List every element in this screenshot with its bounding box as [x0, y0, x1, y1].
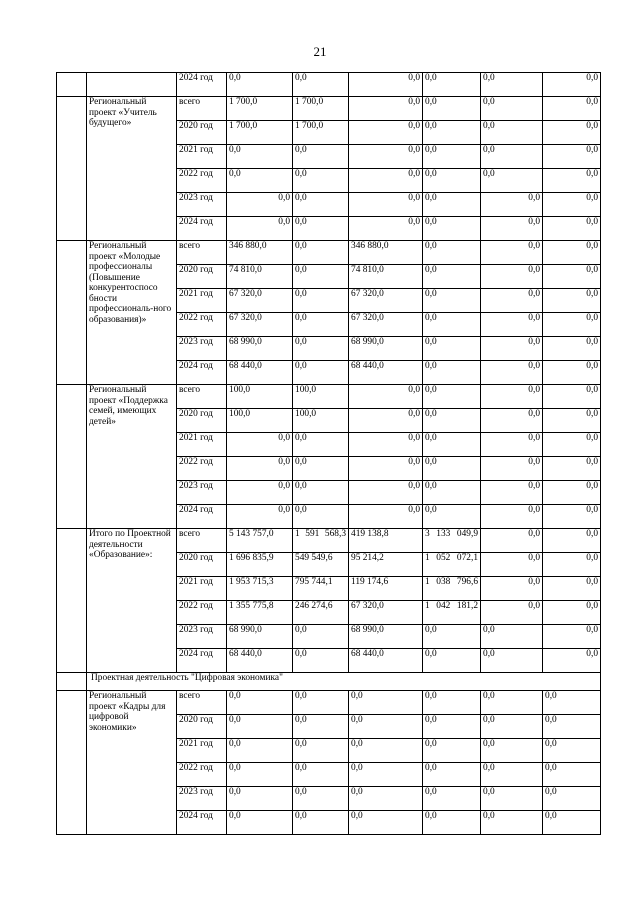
value-cell: 0,0 [543, 169, 601, 193]
value-cell: 0,0 [293, 289, 349, 313]
row-index-cell [57, 97, 87, 241]
value-cell: 0,0 [349, 409, 423, 433]
value-cell: 1 052 072,1 [423, 553, 481, 577]
value-cell: 0,0 [423, 433, 481, 457]
value-cell: 0,0 [423, 787, 481, 811]
value-cell: 0,0 [227, 169, 293, 193]
year-cell: 2023 год [177, 787, 227, 811]
year-cell: всего [177, 241, 227, 265]
value-cell: 0,0 [423, 169, 481, 193]
value-cell: 0,0 [423, 505, 481, 529]
value-cell: 0,0 [543, 121, 601, 145]
value-cell: 0,0 [423, 625, 481, 649]
value-cell: 0,0 [543, 739, 601, 763]
value-cell: 67 320,0 [227, 313, 293, 337]
value-cell: 0,0 [543, 811, 601, 835]
row-index-cell [57, 691, 87, 835]
value-cell: 68 440,0 [349, 649, 423, 673]
value-cell: 0,0 [423, 145, 481, 169]
year-cell: всего [177, 529, 227, 553]
project-name-cell: Региональный проект «Кадры для цифровой экономики» [87, 691, 177, 835]
value-cell: 0,0 [349, 481, 423, 505]
value-cell: 0,0 [227, 787, 293, 811]
value-cell: 346 880,0 [349, 241, 423, 265]
value-cell: 0,0 [423, 337, 481, 361]
value-cell: 0,0 [481, 649, 543, 673]
value-cell: 1 355 775,8 [227, 601, 293, 625]
value-cell: 0,0 [543, 337, 601, 361]
project-name-cell: Итого по Проектной деятельности «Образование»: [87, 529, 177, 673]
value-cell: 1 591 568,3 [293, 529, 349, 553]
year-cell: 2023 год [177, 337, 227, 361]
value-cell: 0,0 [349, 193, 423, 217]
value-cell: 100,0 [293, 409, 349, 433]
value-cell: 0,0 [481, 385, 543, 409]
table-body [57, 73, 601, 835]
value-cell: 0,0 [293, 811, 349, 835]
value-cell: 67 320,0 [227, 289, 293, 313]
value-cell: 0,0 [481, 337, 543, 361]
value-cell: 0,0 [349, 505, 423, 529]
year-cell: 2024 год [177, 217, 227, 241]
value-cell: 0,0 [227, 691, 293, 715]
value-cell: 0,0 [481, 121, 543, 145]
year-cell: 2021 год [177, 289, 227, 313]
value-cell: 419 138,8 [349, 529, 423, 553]
value-cell: 0,0 [293, 169, 349, 193]
value-cell: 0,0 [349, 169, 423, 193]
table-row [57, 529, 601, 553]
year-cell: всего [177, 691, 227, 715]
value-cell: 0,0 [227, 505, 293, 529]
value-cell: 0,0 [293, 361, 349, 385]
value-cell: 0,0 [481, 691, 543, 715]
table-row [57, 691, 601, 715]
value-cell: 0,0 [293, 457, 349, 481]
value-cell: 0,0 [481, 409, 543, 433]
value-cell: 0,0 [543, 241, 601, 265]
value-cell: 0,0 [349, 433, 423, 457]
year-cell: 2020 год [177, 265, 227, 289]
project-name-cell: Региональный проект «Поддержка семей, имеющих детей» [87, 385, 177, 529]
value-cell: 0,0 [227, 457, 293, 481]
value-cell: 0,0 [227, 193, 293, 217]
value-cell: 74 810,0 [227, 265, 293, 289]
value-cell: 68 990,0 [349, 337, 423, 361]
value-cell: 0,0 [543, 787, 601, 811]
section-title-row [57, 673, 601, 691]
value-cell: 0,0 [293, 145, 349, 169]
value-cell: 0,0 [293, 691, 349, 715]
value-cell: 0,0 [293, 787, 349, 811]
value-cell: 0,0 [349, 811, 423, 835]
value-cell: 0,0 [349, 787, 423, 811]
value-cell: 0,0 [543, 289, 601, 313]
value-cell: 1 700,0 [293, 97, 349, 121]
value-cell: 0,0 [481, 433, 543, 457]
value-cell: 68 990,0 [227, 337, 293, 361]
table-row [57, 385, 601, 409]
value-cell: 0,0 [481, 505, 543, 529]
value-cell: 0,0 [543, 217, 601, 241]
value-cell: 100,0 [293, 385, 349, 409]
value-cell: 0,0 [543, 409, 601, 433]
value-cell: 68 990,0 [227, 625, 293, 649]
value-cell: 0,0 [481, 169, 543, 193]
value-cell: 0,0 [349, 121, 423, 145]
value-cell: 0,0 [481, 361, 543, 385]
value-cell: 0,0 [423, 739, 481, 763]
project-name-cell: Региональный проект «Учитель будущего» [87, 97, 177, 241]
year-cell: 2020 год [177, 553, 227, 577]
value-cell: 0,0 [481, 787, 543, 811]
project-name-cell [87, 73, 177, 97]
project-name-cell: Региональный проект «Молодые профессионалы (Повышение конкурентоспосо бности профессиональ-ного образования)» [87, 241, 177, 385]
value-cell: 0,0 [543, 361, 601, 385]
value-cell: 0,0 [543, 73, 601, 97]
value-cell: 0,0 [481, 289, 543, 313]
year-cell: всего [177, 97, 227, 121]
value-cell: 67 320,0 [349, 313, 423, 337]
value-cell: 0,0 [481, 529, 543, 553]
value-cell: 0,0 [227, 715, 293, 739]
value-cell: 0,0 [349, 715, 423, 739]
value-cell: 0,0 [293, 739, 349, 763]
value-cell: 0,0 [293, 505, 349, 529]
row-index-cell [57, 241, 87, 385]
table-row [57, 73, 601, 97]
value-cell: 346 880,0 [227, 241, 293, 265]
value-cell: 0,0 [293, 433, 349, 457]
page-number: 21 [313, 44, 327, 59]
year-cell: 2022 год [177, 763, 227, 787]
value-cell: 0,0 [423, 691, 481, 715]
year-cell: 2023 год [177, 481, 227, 505]
value-cell: 0,0 [543, 385, 601, 409]
value-cell: 0,0 [543, 625, 601, 649]
value-cell: 5 143 757,0 [227, 529, 293, 553]
row-index-cell [57, 673, 87, 691]
value-cell: 0,0 [481, 313, 543, 337]
value-cell: 0,0 [293, 313, 349, 337]
value-cell: 1 038 796,6 [423, 577, 481, 601]
value-cell: 0,0 [423, 289, 481, 313]
value-cell: 0,0 [227, 481, 293, 505]
value-cell: 0,0 [481, 145, 543, 169]
value-cell: 0,0 [423, 649, 481, 673]
value-cell: 0,0 [543, 145, 601, 169]
value-cell: 67 320,0 [349, 289, 423, 313]
value-cell: 0,0 [349, 691, 423, 715]
value-cell: 0,0 [543, 715, 601, 739]
value-cell: 1 953 715,3 [227, 577, 293, 601]
row-index-cell [57, 73, 87, 97]
value-cell: 0,0 [423, 763, 481, 787]
value-cell: 68 990,0 [349, 625, 423, 649]
value-cell: 0,0 [543, 763, 601, 787]
value-cell: 795 744,1 [293, 577, 349, 601]
year-cell: 2021 год [177, 433, 227, 457]
value-cell: 0,0 [293, 265, 349, 289]
year-cell: 2020 год [177, 715, 227, 739]
value-cell: 0,0 [543, 601, 601, 625]
value-cell: 0,0 [227, 217, 293, 241]
value-cell: 0,0 [481, 97, 543, 121]
year-cell: 2022 год [177, 169, 227, 193]
year-cell: 2021 год [177, 577, 227, 601]
budget-table [56, 72, 601, 835]
value-cell: 0,0 [543, 529, 601, 553]
value-cell: 0,0 [293, 715, 349, 739]
value-cell: 0,0 [543, 649, 601, 673]
value-cell: 0,0 [423, 715, 481, 739]
row-index-cell [57, 529, 87, 673]
value-cell: 0,0 [349, 457, 423, 481]
value-cell: 0,0 [543, 505, 601, 529]
value-cell: 0,0 [349, 73, 423, 97]
value-cell: 0,0 [349, 763, 423, 787]
table-row [57, 97, 601, 121]
value-cell: 0,0 [543, 481, 601, 505]
value-cell: 0,0 [423, 121, 481, 145]
value-cell: 0,0 [227, 145, 293, 169]
value-cell: 1 696 835,9 [227, 553, 293, 577]
year-cell: 2024 год [177, 505, 227, 529]
value-cell: 0,0 [481, 193, 543, 217]
value-cell: 0,0 [481, 241, 543, 265]
value-cell: 549 549,6 [293, 553, 349, 577]
year-cell: 2024 год [177, 811, 227, 835]
value-cell: 0,0 [423, 193, 481, 217]
year-cell: 2024 год [177, 73, 227, 97]
value-cell: 0,0 [481, 715, 543, 739]
value-cell: 0,0 [227, 811, 293, 835]
value-cell: 0,0 [543, 313, 601, 337]
value-cell: 0,0 [481, 601, 543, 625]
value-cell: 0,0 [481, 811, 543, 835]
value-cell: 0,0 [293, 241, 349, 265]
value-cell: 68 440,0 [349, 361, 423, 385]
value-cell: 0,0 [481, 73, 543, 97]
value-cell: 100,0 [227, 409, 293, 433]
value-cell: 0,0 [481, 481, 543, 505]
value-cell: 1 700,0 [227, 121, 293, 145]
value-cell: 0,0 [293, 217, 349, 241]
section-title: Проектная деятельность "Цифровая экономика" [87, 673, 601, 691]
value-cell: 0,0 [293, 625, 349, 649]
value-cell: 0,0 [543, 433, 601, 457]
value-cell: 0,0 [293, 73, 349, 97]
value-cell: 0,0 [423, 313, 481, 337]
value-cell: 0,0 [481, 457, 543, 481]
value-cell: 0,0 [293, 763, 349, 787]
value-cell: 0,0 [423, 361, 481, 385]
value-cell: 0,0 [423, 385, 481, 409]
value-cell: 0,0 [423, 409, 481, 433]
value-cell: 0,0 [481, 217, 543, 241]
value-cell: 68 440,0 [227, 361, 293, 385]
value-cell: 246 274,6 [293, 601, 349, 625]
value-cell: 0,0 [423, 481, 481, 505]
value-cell: 0,0 [423, 217, 481, 241]
year-cell: всего [177, 385, 227, 409]
value-cell: 0,0 [293, 193, 349, 217]
value-cell: 100,0 [227, 385, 293, 409]
value-cell: 0,0 [481, 553, 543, 577]
year-cell: 2020 год [177, 121, 227, 145]
value-cell: 0,0 [543, 457, 601, 481]
year-cell: 2022 год [177, 457, 227, 481]
row-index-cell [57, 385, 87, 529]
value-cell: 0,0 [349, 97, 423, 121]
value-cell: 0,0 [227, 73, 293, 97]
value-cell: 0,0 [543, 265, 601, 289]
year-cell: 2024 год [177, 649, 227, 673]
value-cell: 68 440,0 [227, 649, 293, 673]
value-cell: 67 320,0 [349, 601, 423, 625]
value-cell: 0,0 [481, 265, 543, 289]
value-cell: 0,0 [423, 97, 481, 121]
value-cell: 0,0 [543, 97, 601, 121]
value-cell: 0,0 [349, 739, 423, 763]
value-cell: 0,0 [349, 385, 423, 409]
year-cell: 2023 год [177, 625, 227, 649]
value-cell: 1 700,0 [293, 121, 349, 145]
year-cell: 2020 год [177, 409, 227, 433]
value-cell: 0,0 [543, 691, 601, 715]
value-cell: 74 810,0 [349, 265, 423, 289]
value-cell: 0,0 [349, 217, 423, 241]
value-cell: 0,0 [227, 433, 293, 457]
value-cell: 95 214,2 [349, 553, 423, 577]
value-cell: 1 700,0 [227, 97, 293, 121]
value-cell: 0,0 [481, 625, 543, 649]
value-cell: 0,0 [293, 337, 349, 361]
value-cell: 0,0 [543, 553, 601, 577]
value-cell: 119 174,6 [349, 577, 423, 601]
year-cell: 2022 год [177, 313, 227, 337]
table-row [57, 241, 601, 265]
value-cell: 0,0 [481, 763, 543, 787]
value-cell: 0,0 [227, 739, 293, 763]
value-cell: 0,0 [543, 193, 601, 217]
year-cell: 2021 год [177, 739, 227, 763]
value-cell: 0,0 [423, 241, 481, 265]
value-cell: 0,0 [481, 739, 543, 763]
value-cell: 0,0 [423, 73, 481, 97]
value-cell: 1 042 181,2 [423, 601, 481, 625]
value-cell: 0,0 [481, 577, 543, 601]
year-cell: 2024 год [177, 361, 227, 385]
value-cell: 0,0 [293, 481, 349, 505]
year-cell: 2022 год [177, 601, 227, 625]
value-cell: 0,0 [423, 265, 481, 289]
value-cell: 0,0 [423, 457, 481, 481]
value-cell: 0,0 [293, 649, 349, 673]
value-cell: 0,0 [423, 811, 481, 835]
value-cell: 3 133 049,9 [423, 529, 481, 553]
value-cell: 0,0 [543, 577, 601, 601]
value-cell: 0,0 [349, 145, 423, 169]
year-cell: 2023 год [177, 193, 227, 217]
year-cell: 2021 год [177, 145, 227, 169]
value-cell: 0,0 [227, 763, 293, 787]
